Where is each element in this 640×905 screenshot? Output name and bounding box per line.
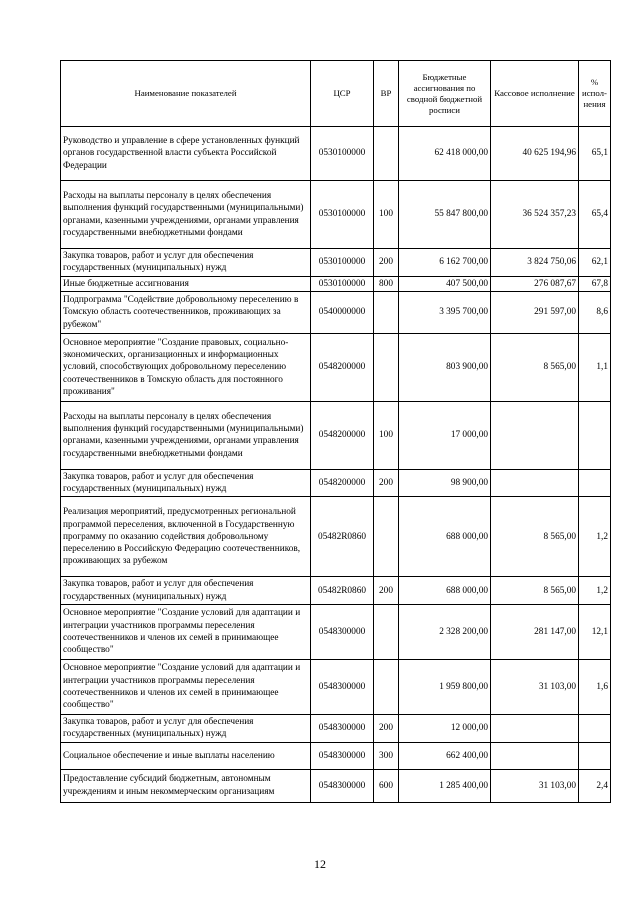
row-budget: 803 900,00 bbox=[399, 333, 491, 401]
row-vr: 300 bbox=[374, 742, 399, 769]
row-vr bbox=[374, 127, 399, 181]
row-percent: 2,4 bbox=[579, 769, 611, 802]
row-csr: 05482R0860 bbox=[311, 577, 374, 605]
row-name: Основное мероприятие "Создание условий для адаптации и интеграции участников программы переселения соотечественников и членов их семей в принимающее сообщество" bbox=[61, 660, 311, 715]
row-cash: 281 147,00 bbox=[491, 605, 579, 660]
row-name: Основное мероприятие "Создание условий для адаптации и интеграции участников программы переселения соотечественников и членов их семей в принимающее сообщество" bbox=[61, 605, 311, 660]
row-vr bbox=[374, 291, 399, 333]
row-csr: 0548200000 bbox=[311, 333, 374, 401]
row-csr: 0548300000 bbox=[311, 660, 374, 715]
row-cash bbox=[491, 742, 579, 769]
row-cash: 40 625 194,96 bbox=[491, 127, 579, 181]
table-row bbox=[61, 276, 611, 291]
row-budget: 3 395 700,00 bbox=[399, 291, 491, 333]
row-csr: 0530100000 bbox=[311, 181, 374, 249]
row-budget: 688 000,00 bbox=[399, 497, 491, 577]
table-row bbox=[61, 127, 611, 181]
table-row bbox=[61, 715, 611, 743]
row-cash: 31 103,00 bbox=[491, 660, 579, 715]
table-row bbox=[61, 249, 611, 277]
row-percent: 12,1 bbox=[579, 605, 611, 660]
row-percent: 65,4 bbox=[579, 181, 611, 249]
row-csr: 0530100000 bbox=[311, 276, 374, 291]
row-cash: 8 565,00 bbox=[491, 333, 579, 401]
row-csr: 05482R0860 bbox=[311, 497, 374, 577]
budget-execution-table bbox=[60, 60, 611, 803]
row-name: Иные бюджетные ассигнования bbox=[61, 276, 311, 291]
page-number: 12 bbox=[314, 857, 326, 871]
table-row bbox=[61, 497, 611, 577]
row-budget: 55 847 800,00 bbox=[399, 181, 491, 249]
row-cash: 276 087,67 bbox=[491, 276, 579, 291]
table-row bbox=[61, 291, 611, 333]
row-name: Предоставление субсидий бюджетным, автономным учреждениям и иным некоммерческим организациям bbox=[61, 769, 311, 802]
row-vr: 100 bbox=[374, 181, 399, 249]
row-name: Основное мероприятие "Создание правовых, социально-экономических, организационных и информационных условий, способствующих добровольному переселению соотечественников в Томскую область для постоянного проживания" bbox=[61, 333, 311, 401]
table-row bbox=[61, 333, 611, 401]
header-budget: Бюджетные ассигнования по сводной бюджетной росписи bbox=[399, 61, 491, 127]
row-percent: 1,2 bbox=[579, 577, 611, 605]
row-cash bbox=[491, 469, 579, 497]
row-vr bbox=[374, 660, 399, 715]
row-budget: 12 000,00 bbox=[399, 715, 491, 743]
row-cash: 3 824 750,06 bbox=[491, 249, 579, 277]
row-csr: 0548300000 bbox=[311, 715, 374, 743]
row-budget: 2 328 200,00 bbox=[399, 605, 491, 660]
table-row bbox=[61, 401, 611, 469]
row-percent bbox=[579, 715, 611, 743]
row-name: Закупка товаров, работ и услуг для обеспечения государственных (муниципальных) нужд bbox=[61, 249, 311, 277]
row-csr: 0548300000 bbox=[311, 769, 374, 802]
row-cash bbox=[491, 715, 579, 743]
table-row bbox=[61, 469, 611, 497]
row-name: Закупка товаров, работ и услуг для обеспечения государственных (муниципальных) нужд bbox=[61, 469, 311, 497]
row-csr: 0548300000 bbox=[311, 742, 374, 769]
row-name: Социальное обеспечение и иные выплаты населению bbox=[61, 742, 311, 769]
table-row bbox=[61, 605, 611, 660]
row-csr: 0540000000 bbox=[311, 291, 374, 333]
row-name: Расходы на выплаты персоналу в целях обеспечения выполнения функций государственными (муниципальными) органами, казенными учреждениями, органами управления государственными внебюджетными фондами bbox=[61, 401, 311, 469]
row-percent: 65,1 bbox=[579, 127, 611, 181]
row-percent bbox=[579, 401, 611, 469]
row-vr bbox=[374, 497, 399, 577]
row-vr: 200 bbox=[374, 715, 399, 743]
row-budget: 17 000,00 bbox=[399, 401, 491, 469]
row-csr: 0530100000 bbox=[311, 127, 374, 181]
table-row bbox=[61, 660, 611, 715]
row-vr: 200 bbox=[374, 577, 399, 605]
row-percent: 8,6 bbox=[579, 291, 611, 333]
row-budget: 98 900,00 bbox=[399, 469, 491, 497]
row-cash bbox=[491, 401, 579, 469]
header-vr: ВР bbox=[374, 61, 399, 127]
row-cash: 8 565,00 bbox=[491, 497, 579, 577]
row-vr: 600 bbox=[374, 769, 399, 802]
table-header-row bbox=[61, 61, 611, 127]
row-csr: 0530100000 bbox=[311, 249, 374, 277]
row-cash: 36 524 357,23 bbox=[491, 181, 579, 249]
row-name: Закупка товаров, работ и услуг для обеспечения государственных (муниципальных) нужд bbox=[61, 577, 311, 605]
row-csr: 0548300000 bbox=[311, 605, 374, 660]
row-percent: 62,1 bbox=[579, 249, 611, 277]
row-percent bbox=[579, 742, 611, 769]
row-budget: 1 285 400,00 bbox=[399, 769, 491, 802]
row-cash: 8 565,00 bbox=[491, 577, 579, 605]
row-name: Руководство и управление в сфере установленных функций органов государственной власти субъекта Российской Федерации bbox=[61, 127, 311, 181]
row-name: Подпрограмма "Содействие добровольному переселению в Томскую область соотечественников, проживающих за рубежом" bbox=[61, 291, 311, 333]
row-percent: 1,2 bbox=[579, 497, 611, 577]
row-percent: 1,1 bbox=[579, 333, 611, 401]
header-csr: ЦСР bbox=[311, 61, 374, 127]
row-vr: 200 bbox=[374, 469, 399, 497]
table-row bbox=[61, 181, 611, 249]
row-budget: 1 959 800,00 bbox=[399, 660, 491, 715]
header-percent: % испол-нения bbox=[579, 61, 611, 127]
row-budget: 62 418 000,00 bbox=[399, 127, 491, 181]
row-name: Закупка товаров, работ и услуг для обеспечения государственных (муниципальных) нужд bbox=[61, 715, 311, 743]
row-cash: 31 103,00 bbox=[491, 769, 579, 802]
row-vr: 100 bbox=[374, 401, 399, 469]
row-vr: 200 bbox=[374, 249, 399, 277]
table-row bbox=[61, 769, 611, 802]
header-cash: Кассовое исполнение bbox=[491, 61, 579, 127]
table-row bbox=[61, 577, 611, 605]
row-csr: 0548200000 bbox=[311, 401, 374, 469]
row-percent: 1,6 bbox=[579, 660, 611, 715]
row-vr bbox=[374, 333, 399, 401]
row-percent bbox=[579, 469, 611, 497]
row-budget: 688 000,00 bbox=[399, 577, 491, 605]
table-row bbox=[61, 742, 611, 769]
row-percent: 67,8 bbox=[579, 276, 611, 291]
row-name: Расходы на выплаты персоналу в целях обеспечения выполнения функций государственными (муниципальными) органами, казенными учреждениями, органами управления государственными внебюджетными фондами bbox=[61, 181, 311, 249]
row-cash: 291 597,00 bbox=[491, 291, 579, 333]
row-budget: 662 400,00 bbox=[399, 742, 491, 769]
row-name: Реализация мероприятий, предусмотренных региональной программой переселения, включенной в Государственную программу по оказанию содействия добровольному переселению в Российскую Федерацию соотечественников, проживающих за рубежом bbox=[61, 497, 311, 577]
row-vr bbox=[374, 605, 399, 660]
row-vr: 800 bbox=[374, 276, 399, 291]
row-budget: 407 500,00 bbox=[399, 276, 491, 291]
row-budget: 6 162 700,00 bbox=[399, 249, 491, 277]
table-body bbox=[61, 127, 611, 803]
header-name: Наименование показателей bbox=[61, 61, 311, 127]
row-csr: 0548200000 bbox=[311, 469, 374, 497]
